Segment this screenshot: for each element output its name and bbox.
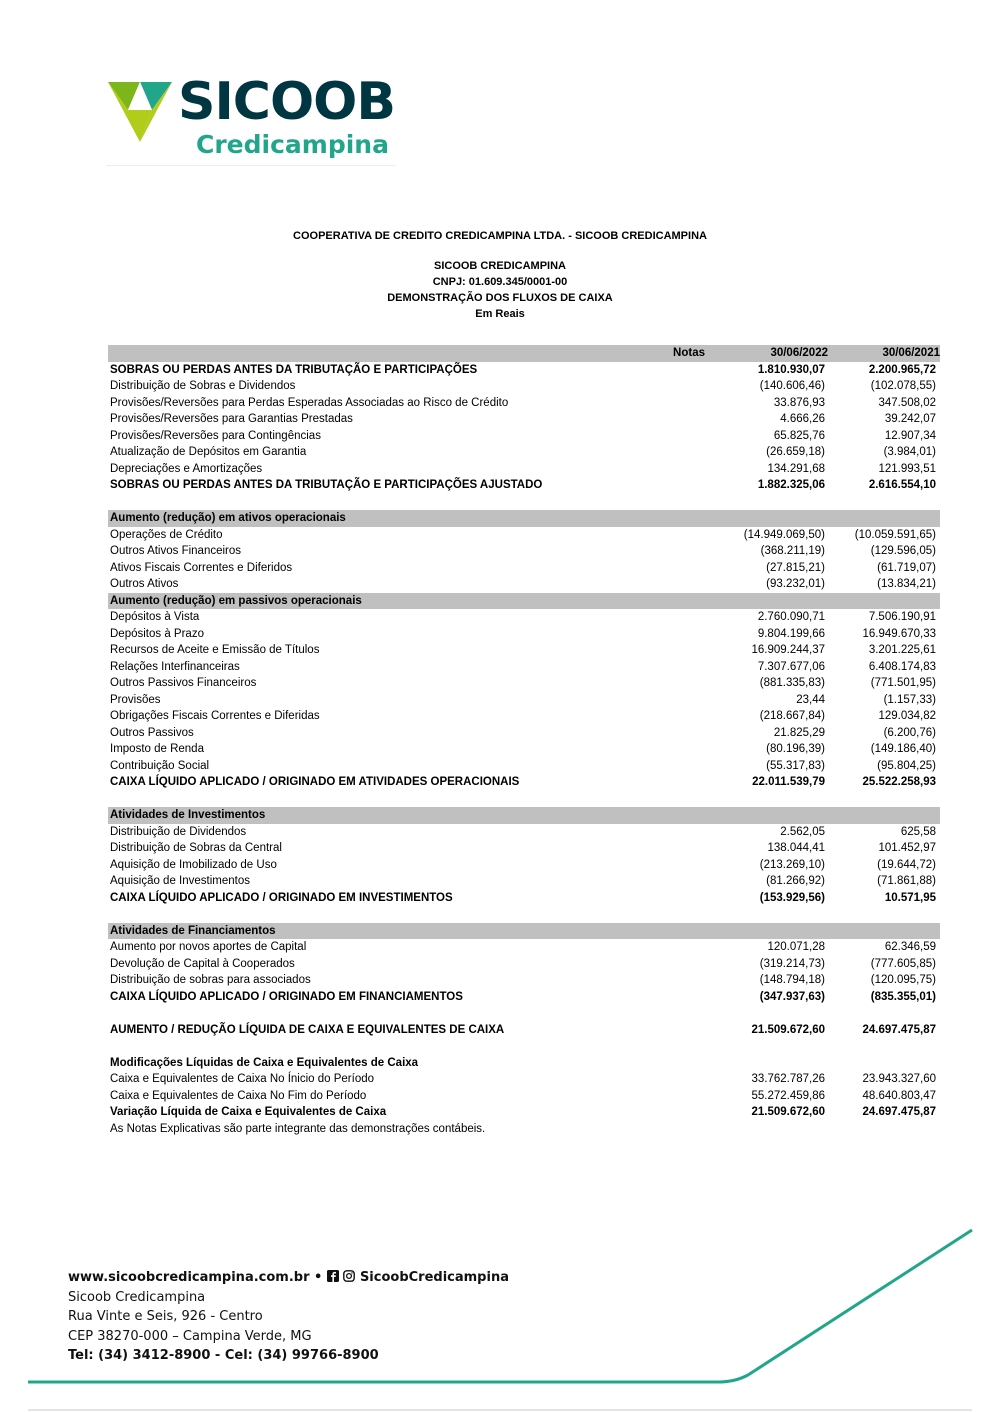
section-header: Aumento (redução) em ativos operacionais	[108, 510, 940, 527]
cnpj: CNPJ: 01.609.345/0001-00	[432, 276, 568, 288]
logo-divider	[106, 165, 396, 166]
table-row: Devolução de Capital à Cooperados (319.214,73) (777.605,85)	[110, 957, 936, 970]
table-row: Atualização de Depósitos em Garantia (26.659,18) (3.984,01)	[110, 446, 936, 458]
section-header: Modificações Líquidas de Caixa e Equivalentes de Caixa	[110, 1056, 419, 1069]
table-row: Provisões/Reversões para Garantias Prestadas 4.666,26 39.242,07	[110, 413, 936, 425]
table-row: Outros Passivos Financeiros (881.335,83) (771.501,95)	[110, 677, 936, 689]
table-header	[108, 345, 940, 362]
phones: Tel: (34) 3412-8900 - Cel: (34) 99766-8900	[68, 1348, 379, 1363]
subtotal-row: SOBRAS OU PERDAS ANTES DA TRIBUTAÇÃO E PARTICIPAÇÕES AJUSTADO 1.882.325,06 2.616.554,10	[110, 479, 936, 491]
subtotal-row: CAIXA LÍQUIDO APLICADO / ORIGINADO EM INVESTIMENTOS (153.929,56) 10.571,95	[110, 891, 936, 904]
table-row: Provisões 23,44 (1.157,33)	[110, 693, 936, 706]
table-row: Distribuição de Sobras da Central 138.044,41 101.452,97	[110, 842, 936, 854]
table-row: Outros Ativos (93.232,01) (13.834,21)	[110, 578, 936, 590]
subtotal-row: CAIXA LÍQUIDO APLICADO / ORIGINADO EM FINANCIAMENTOS (347.937,63) (835.355,01)	[110, 990, 936, 1003]
spacer	[108, 906, 940, 923]
facebook-icon[interactable]	[327, 1270, 339, 1282]
table-row: Caixa e Equivalentes de Caixa No Fim do Período 55.272.459,86 48.640.803,47	[110, 1089, 936, 1102]
report-header	[0, 258, 1000, 322]
table-row: Outros Passivos 21.825,29 (6.200,76)	[110, 726, 936, 739]
table-row: Caixa e Equivalentes de Caixa No Ínicio do Período 33.762.787,26 23.943.327,60	[110, 1073, 936, 1085]
company-name: COOPERATIVA DE CREDITO CREDICAMPINA LTDA. - SICOOB CREDICAMPINA	[293, 230, 707, 242]
spacer	[108, 494, 940, 511]
report-title: DEMONSTRAÇÃO DOS FLUXOS DE CAIXA	[387, 292, 613, 304]
social-handle[interactable]: SicoobCredicampina	[359, 1270, 509, 1285]
column-2021: 30/06/2021	[882, 347, 940, 359]
table-row: Operações de Crédito (14.949.069,50) (10.059.591,65)	[110, 528, 936, 541]
entity-name: SICOOB CREDICAMPINA	[433, 260, 566, 272]
table-row: Provisões/Reversões para Perdas Esperadas Associadas ao Risco de Crédito 33.876,93 347.508,02	[110, 396, 936, 409]
table-row: SOBRAS OU PERDAS ANTES DA TRIBUTAÇÃO E PARTICIPAÇÕES 1.810.930,07 2.200.965,72	[110, 363, 936, 376]
table-row: Imposto de Renda (80.196,39) (149.186,40)	[110, 743, 936, 755]
spacer	[108, 1005, 940, 1022]
table-row: Aquisição de Imobilizado de Uso (213.269,10) (19.644,72)	[110, 858, 936, 871]
currency-unit: Em Reais	[475, 308, 525, 320]
table-row: Recursos de Aceite e Emissão de Títulos 16.909.244,37 3.201.225,61	[110, 644, 936, 656]
table-row: Depósitos à Prazo 9.804.199,66 16.949.670,33	[110, 627, 936, 640]
column-notes: Notas	[673, 347, 705, 359]
table-row: Outros Ativos Financeiros (368.211,19) (129.596,05)	[110, 545, 936, 557]
table-row: Distribuição de Dividendos 2.562,05 625,58	[110, 825, 936, 838]
spacer	[108, 791, 940, 808]
spacer	[108, 1038, 940, 1055]
logo-brand: SICOOB	[178, 72, 396, 132]
logo-subbrand: Credicampina	[196, 130, 389, 159]
org-name: Sicoob Credicampina	[68, 1289, 206, 1305]
section-header: Atividades de Investimentos	[108, 807, 940, 824]
total-row: Variação Líquida de Caixa e Equivalentes de Caixa 21.509.672,60 24.697.475,87	[110, 1106, 936, 1118]
table-row: Contribuição Social (55.317,83) (95.804,25)	[110, 759, 936, 772]
subtotal-row: CAIXA LÍQUIDO APLICADO / ORIGINADO EM ATIVIDADES OPERACIONAIS 22.011.539,79 25.522.258,93	[110, 776, 936, 788]
table-row: Aumento por novos aportes de Capital 120.071,28 62.346,59	[110, 941, 936, 953]
website-link[interactable]: www.sicoobcredicampina.com.br	[68, 1270, 310, 1285]
table-row: Distribuição de Sobras e Dividendos (140.606,46) (102.078,55)	[110, 380, 936, 392]
sicoob-triangle-icon	[106, 80, 174, 144]
address: Rua Vinte e Seis, 926 - Centro	[68, 1309, 263, 1324]
table-row: Relações Interfinanceiras 7.307.677,06 6.408.174,83	[110, 660, 936, 673]
bullet: •	[314, 1270, 323, 1285]
footer	[68, 1268, 509, 1366]
footnote: As Notas Explicativas são parte integrante das demonstrações contábeis.	[110, 1122, 486, 1135]
section-header: Aumento (redução) em passivos operacionais	[108, 593, 940, 610]
sicoob-logo	[106, 72, 396, 168]
column-2022: 30/06/2022	[770, 347, 828, 359]
instagram-icon[interactable]	[343, 1270, 355, 1282]
table-row: Depreciações e Amortizações 134.291,68 121.993,51	[110, 462, 936, 475]
table-row: Ativos Fiscais Correntes e Diferidos (27.815,21) (61.719,07)	[110, 561, 936, 574]
city: CEP 38270-000 – Campina Verde, MG	[68, 1328, 312, 1344]
section-header: Atividades de Financiamentos	[108, 923, 940, 940]
footer-web-line	[68, 1268, 509, 1288]
table-row: Obrigações Fiscais Correntes e Diferidas (218.667,84) 129.034,82	[110, 710, 936, 722]
table-row: Aquisição de Investimentos (81.266,92) (71.861,88)	[110, 875, 936, 887]
cash-flow-table	[108, 345, 940, 1137]
total-row: AUMENTO / REDUÇÃO LÍQUIDA DE CAIXA E EQUIVALENTES DE CAIXA 21.509.672,60 24.697.475,87	[110, 1023, 936, 1036]
table-row: Distribuição de sobras para associados (148.794,18) (120.095,75)	[110, 974, 936, 986]
table-row: Provisões/Reversões para Contingências 65.825,76 12.907,34	[110, 429, 936, 442]
table-row: Depósitos à Vista 2.760.090,71 7.506.190,91	[110, 611, 936, 623]
